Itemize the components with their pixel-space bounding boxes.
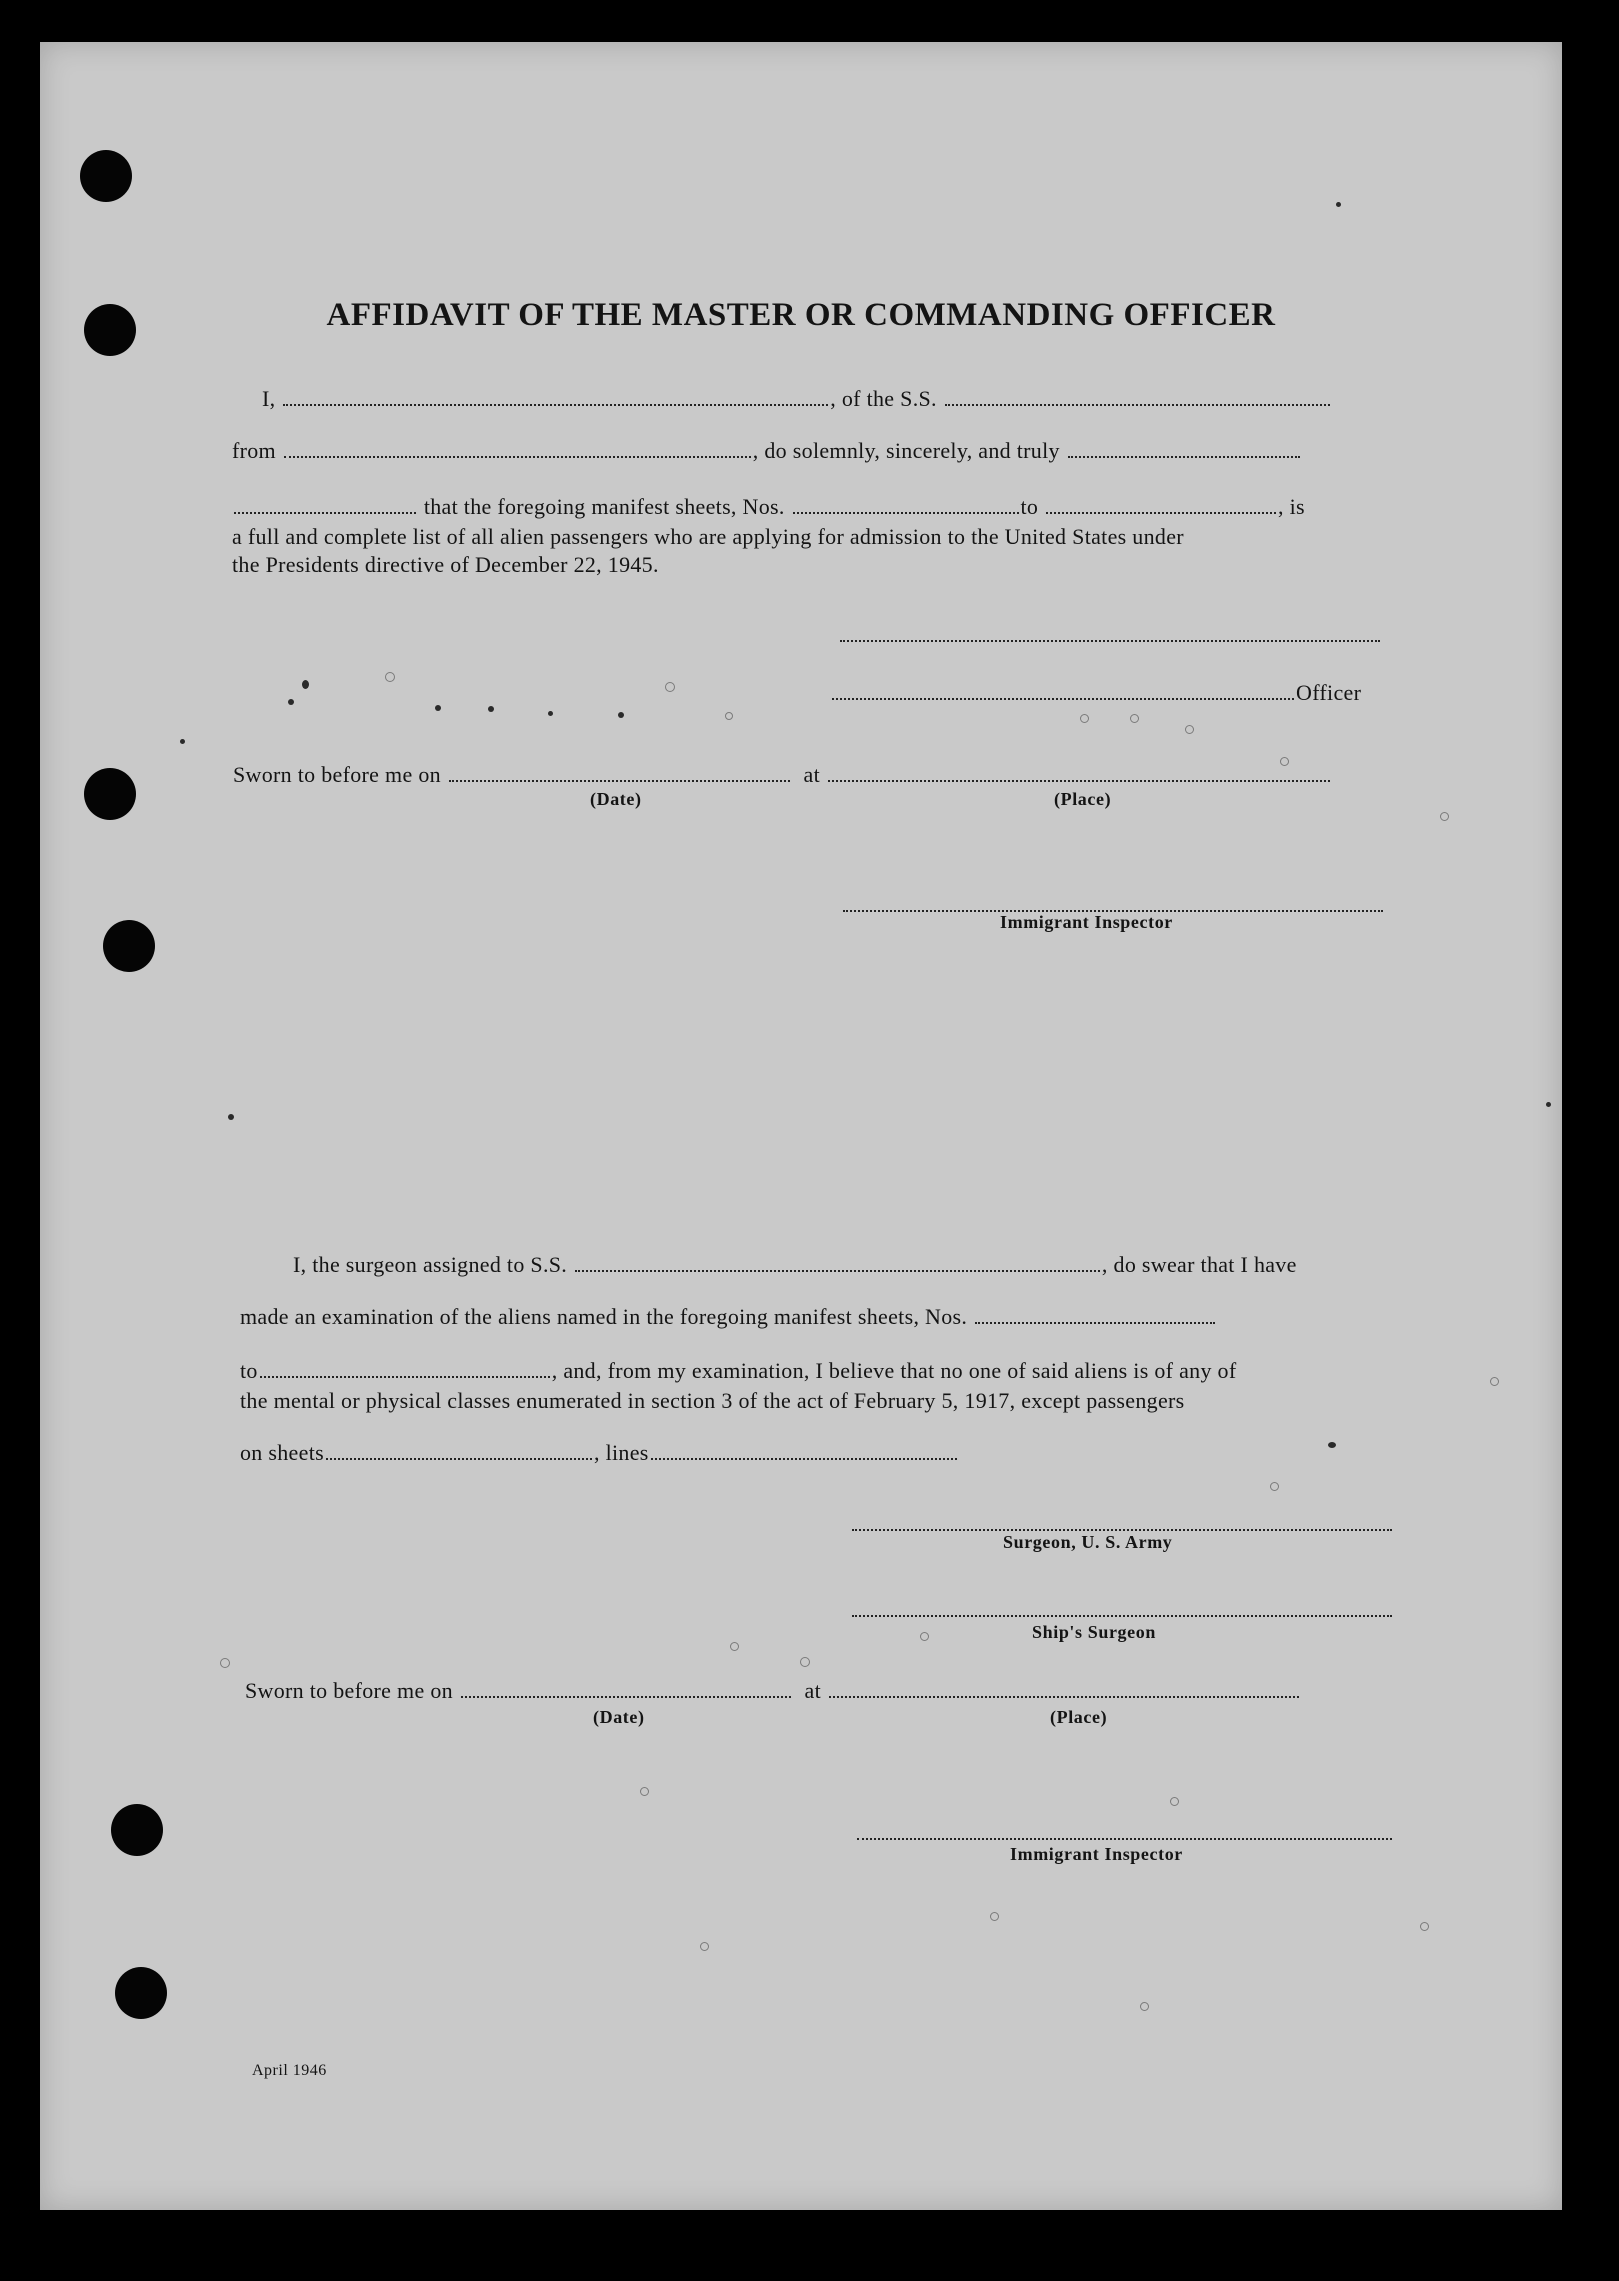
signature-line[interactable] bbox=[840, 640, 1380, 642]
scan-speck bbox=[1185, 725, 1194, 734]
scan-speck bbox=[288, 699, 294, 705]
scan-speck bbox=[1080, 714, 1089, 723]
scan-speck bbox=[1130, 714, 1139, 723]
name-blank[interactable] bbox=[283, 404, 828, 406]
page-title: AFFIDAVIT OF THE MASTER OR COMMANDING OFFICER bbox=[326, 297, 1276, 333]
sworn-date-blank[interactable] bbox=[449, 780, 790, 782]
sworn-place-blank[interactable] bbox=[828, 780, 1330, 782]
document-page bbox=[40, 42, 1562, 2210]
master-line-1-mid: , of the S.S. bbox=[830, 386, 937, 411]
sworn-at-label: at bbox=[803, 762, 821, 787]
surgeon-sworn-label: Sworn to before me on bbox=[245, 1678, 453, 1703]
punch-hole bbox=[115, 1967, 167, 2019]
scan-speck bbox=[618, 712, 624, 718]
master-line-2 bbox=[232, 438, 1302, 464]
surgeon-ship-blank[interactable] bbox=[575, 1270, 1100, 1272]
surgeon-inspector-caption: Immigrant Inspector bbox=[1010, 1844, 1183, 1864]
master-line-5: the Presidents directive of December 22, 1945. bbox=[232, 552, 659, 577]
officer-signature-blank[interactable] bbox=[832, 698, 1294, 700]
scan-speck bbox=[730, 1642, 739, 1651]
inspector-caption: Immigrant Inspector bbox=[1000, 912, 1173, 932]
surgeon-line-5-start: on sheets bbox=[240, 1440, 324, 1465]
scan-speck bbox=[385, 672, 395, 682]
surgeon-line-3-end: , and, from my examination, I believe that no one of said aliens is of any of bbox=[551, 1358, 1237, 1383]
form-date: April 1946 bbox=[252, 2062, 327, 2079]
scan-speck bbox=[1336, 202, 1341, 207]
scan-speck bbox=[220, 1658, 230, 1668]
ship-name-blank[interactable] bbox=[945, 404, 1330, 406]
army-surgeon-signature-line[interactable] bbox=[852, 1529, 1392, 1531]
master-line-3-end: , is bbox=[1278, 494, 1305, 519]
scan-speck bbox=[725, 712, 733, 720]
surgeon-date-caption: (Date) bbox=[593, 1707, 645, 1727]
master-line-2-start: from bbox=[232, 438, 276, 463]
surgeon-sheets-to-blank[interactable] bbox=[260, 1376, 550, 1378]
scan-speck bbox=[1328, 1442, 1336, 1448]
surgeon-place-caption: (Place) bbox=[1050, 1707, 1108, 1727]
surgeon-line-5-mid: , lines bbox=[593, 1440, 649, 1465]
surgeon-sworn-date-blank[interactable] bbox=[461, 1696, 791, 1698]
master-line-3 bbox=[232, 494, 1305, 520]
from-blank[interactable] bbox=[284, 456, 751, 458]
place-caption: (Place) bbox=[1054, 789, 1112, 809]
sheet-to-blank[interactable] bbox=[1046, 512, 1276, 514]
surgeon-sheets-blank[interactable] bbox=[975, 1322, 1215, 1324]
scan-speck bbox=[1546, 1102, 1551, 1107]
army-surgeon-caption: Surgeon, U. S. Army bbox=[1003, 1532, 1173, 1552]
scan-speck bbox=[920, 1632, 929, 1641]
sheet-from-blank[interactable] bbox=[793, 512, 1019, 514]
scan-speck bbox=[1140, 2002, 1149, 2011]
scan-speck bbox=[1270, 1482, 1279, 1491]
ship-surgeon-caption: Ship's Surgeon bbox=[1032, 1622, 1156, 1642]
sworn-label: Sworn to before me on bbox=[233, 762, 441, 787]
surgeon-sworn-line bbox=[245, 1678, 1301, 1704]
scan-speck bbox=[488, 706, 494, 712]
surgeon-line-5 bbox=[240, 1440, 959, 1466]
scan-speck bbox=[1420, 1922, 1429, 1931]
surgeon-line-1-end: , do swear that I have bbox=[1101, 1252, 1297, 1277]
except-sheets-blank[interactable] bbox=[326, 1458, 592, 1460]
surgeon-line-2 bbox=[240, 1304, 1217, 1330]
surgeon-line-2-text: made an examination of the aliens named in the foregoing manifest sheets, Nos. bbox=[240, 1304, 968, 1329]
scan-speck bbox=[640, 1787, 649, 1796]
master-line-3-mid: to bbox=[1020, 494, 1039, 519]
oath-blank[interactable] bbox=[1068, 456, 1300, 458]
surgeon-line-1 bbox=[293, 1252, 1297, 1278]
except-lines-blank[interactable] bbox=[651, 1458, 957, 1460]
scan-speck bbox=[990, 1912, 999, 1921]
punch-hole bbox=[80, 150, 132, 202]
surgeon-inspector-signature-line[interactable] bbox=[857, 1838, 1392, 1840]
master-sworn-line bbox=[233, 762, 1332, 788]
scan-speck bbox=[228, 1114, 234, 1120]
scan-speck bbox=[548, 711, 553, 716]
master-line-1-start: I, bbox=[262, 386, 276, 411]
oath-continued-blank[interactable] bbox=[234, 512, 416, 514]
scan-speck bbox=[1280, 757, 1289, 766]
surgeon-sworn-place-blank[interactable] bbox=[829, 1696, 1299, 1698]
punch-hole bbox=[103, 920, 155, 972]
scan-speck bbox=[1170, 1797, 1179, 1806]
surgeon-sworn-at-label: at bbox=[804, 1678, 822, 1703]
scan-speck bbox=[665, 682, 675, 692]
scan-speck bbox=[700, 1942, 709, 1951]
scan-speck bbox=[435, 705, 441, 711]
master-line-4: a full and complete list of all alien passengers who are applying for admission to the United States under bbox=[232, 524, 1184, 549]
date-caption: (Date) bbox=[590, 789, 642, 809]
punch-hole bbox=[84, 768, 136, 820]
surgeon-line-1-start: I, the surgeon assigned to S.S. bbox=[293, 1252, 568, 1277]
scan-speck bbox=[180, 739, 185, 744]
master-line-2-mid: , do solemnly, sincerely, and truly bbox=[752, 438, 1060, 463]
surgeon-line-4: the mental or physical classes enumerated in section 3 of the act of February 5, 1917, except passengers bbox=[240, 1388, 1185, 1413]
scan-speck bbox=[800, 1657, 810, 1667]
scan-speck bbox=[1440, 812, 1449, 821]
master-line-1 bbox=[262, 386, 1332, 412]
ship-surgeon-signature-line[interactable] bbox=[852, 1615, 1392, 1617]
master-line-3-start: that the foregoing manifest sheets, Nos. bbox=[423, 494, 785, 519]
officer-label: Officer bbox=[1296, 680, 1362, 705]
surgeon-line-3-start: to bbox=[240, 1358, 258, 1383]
scan-speck bbox=[302, 680, 309, 689]
punch-hole bbox=[111, 1804, 163, 1856]
scan-speck bbox=[1490, 1377, 1499, 1386]
officer-line bbox=[830, 680, 1361, 706]
surgeon-line-3 bbox=[240, 1358, 1236, 1384]
